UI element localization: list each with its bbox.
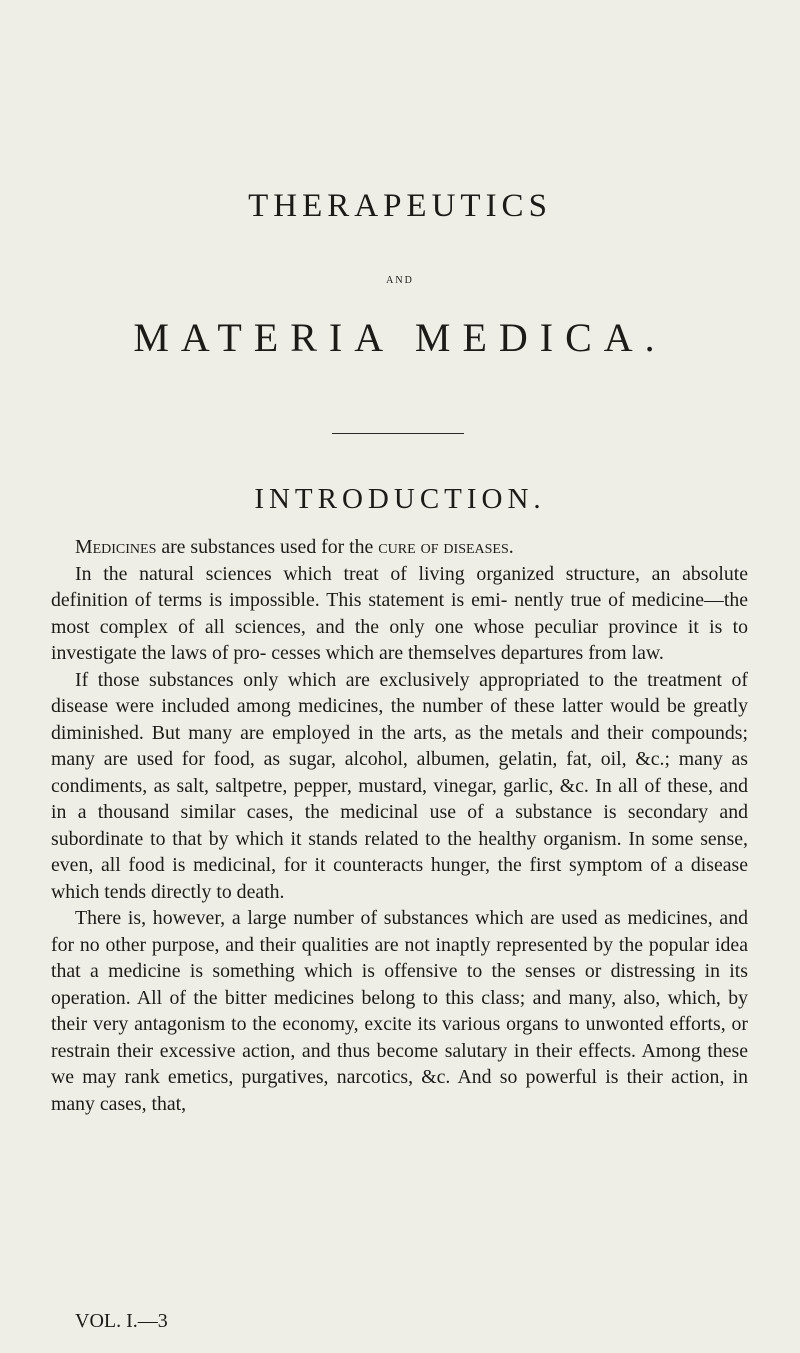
volume-signature: VOL. I.—3	[75, 1310, 168, 1332]
body-text	[51, 534, 748, 1117]
emphasis-phrase: cure of diseases	[378, 536, 509, 558]
paragraph-3: If those substances only which are exclusively appropriated to the treatment of disease were included among medicines, the number of these latter would be greatly diminished. But many are employed in the arts, as the metals and their compounds; many are used for food, as sugar, alcohol, albumen, gelatin, fat, oil, &c.; many as condiments, as salt, saltpetre, pepper, mustard, vinegar, garlic, &c. In all of these, and in a thousand similar cases, the medicinal use of a substance is secondary and subordinate to that by which it stands related to the healthy organism. In some sense, even, all food is medicinal, for it counteracts hunger, the first symptom of a disease which tends directly to death.	[51, 668, 748, 903]
title-divider-rule	[332, 433, 464, 434]
chapter-heading: INTRODUCTION.	[254, 483, 546, 515]
paragraph-4: There is, however, a large number of substances which are used as medicines, and for no other purpose, and their qualities are not inaptly represented by the popular idea that a medicine is something which is offensive to the senses or distressing in its operation. All of the bitter medicines belong to this class; and many, also, which, by their very antagonism to the economy, excite its various organs to unwonted efforts, or restrain their excessive action, and thus become salutary in their effects. Among these we may rank emetics, purgatives, narcotics, &c. And so powerful is their action, in many cases, that,	[51, 907, 748, 1115]
title-conjunction: AND	[386, 275, 414, 286]
book-subtitle: MATERIA MEDICA.	[133, 315, 667, 360]
paragraph-1-text: are substances used for the	[156, 536, 379, 558]
lead-word: Medicines	[75, 536, 157, 558]
book-title: THERAPEUTICS	[248, 188, 552, 224]
paragraph-2: In the natural sciences which treat of living organized structure, an absolute definition of terms is impossible. This statement is emi- nently true of medicine—the most complex of all sciences, and the only one whose peculiar province it is to investigate the laws of pro- cesses which are themselves departures from law.	[51, 562, 748, 664]
paragraph-1	[51, 534, 748, 561]
paragraph-1-end: .	[508, 536, 514, 558]
